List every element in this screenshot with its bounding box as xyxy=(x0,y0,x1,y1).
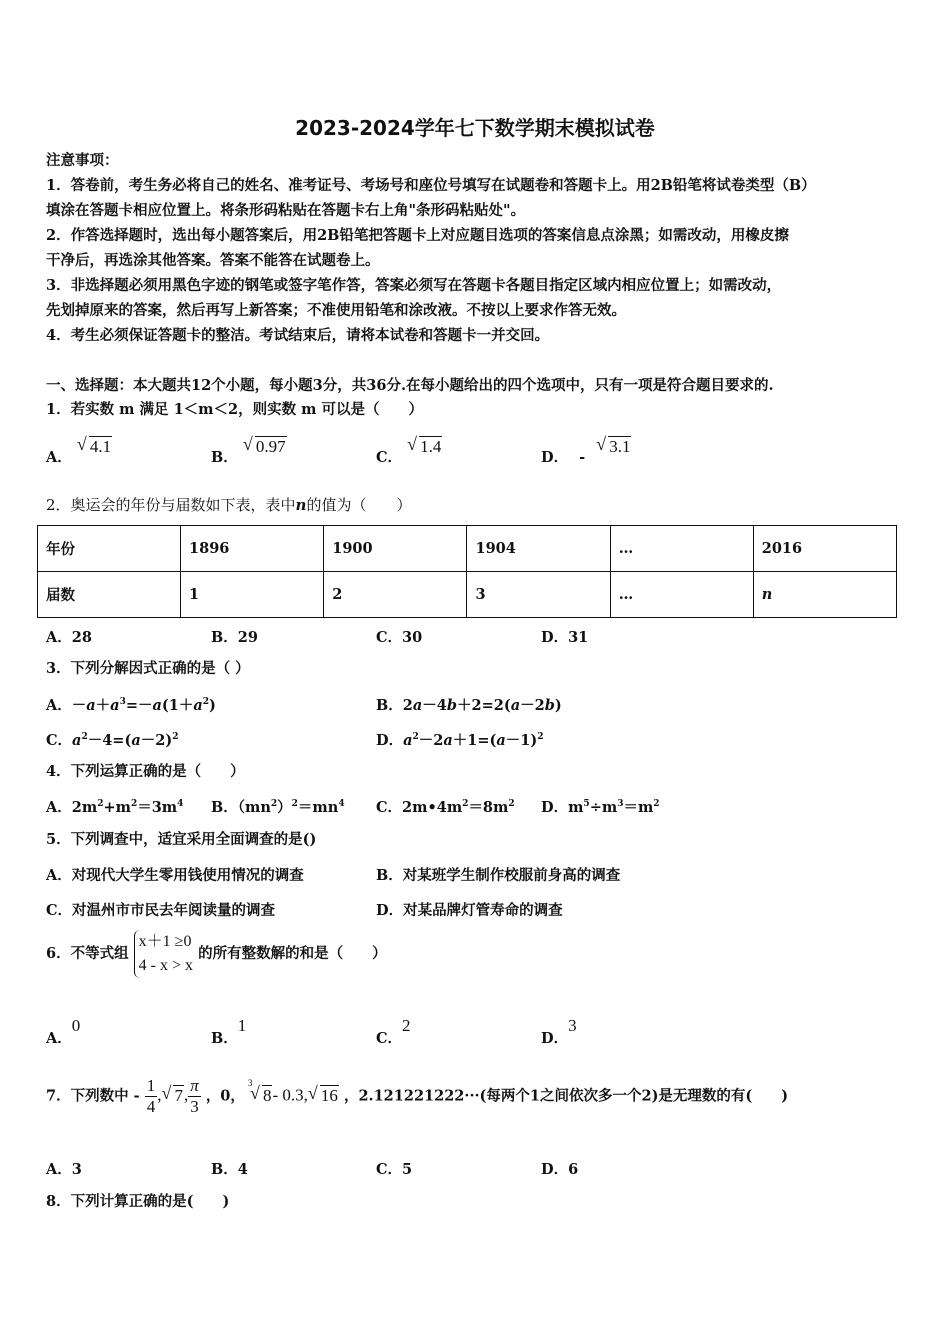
table-cell: n xyxy=(753,572,896,618)
q2-variable: n xyxy=(295,496,307,514)
q2-stem-text: 2．奥运会的年份与届数如下表，表中 xyxy=(46,496,296,514)
table-cell: 3 xyxy=(467,572,610,618)
q1-option-b xyxy=(211,434,287,467)
page-title: 2023-2024学年七下数学期末模拟试卷 xyxy=(295,116,655,140)
q7-stem: 7．下列数中 - $\frac{1}{4}$ , √ 7, $\frac{\pi}{3}$ ，0， 3 √ 8- 0.3, √ 16 ，2.121221222···(每两个1之间依次多一个2)是无理数的有( ) xyxy=(46,1076,789,1116)
q1-stem: 1．若实数 m 满足 1＜m＜2，则实数 m 可以是（ ） xyxy=(46,401,424,418)
option-label: B． xyxy=(376,697,403,714)
radicand: 16 xyxy=(320,1085,338,1105)
notice-line: 1．答卷前，考生务必将自己的姓名、准考证号、考场号和座位号填写在试题卷和答题卡上。用2B铅笔将试卷类型（B） xyxy=(46,177,816,194)
q8-stem: 8．下列计算正确的是( ) xyxy=(46,1193,230,1210)
q2-stem-text: 的值为（ ） xyxy=(306,496,412,514)
q7-stem-text: ，2.121221222···(每两个1之间依次多一个2)是无理数的有( ) xyxy=(343,1087,789,1105)
q1-option-c xyxy=(376,434,442,467)
option-label: D． xyxy=(541,449,569,466)
notice-line: 先划掉原来的答案，然后再写上新答案；不准使用铅笔和涂改液。不按以上要求作答无效。 xyxy=(46,302,626,319)
q7-option-c: C．5 xyxy=(376,1161,413,1178)
table-cell: 1900 xyxy=(324,526,467,572)
q2-stem xyxy=(46,494,411,515)
notice-line: 2．作答选择题时，选出每小题答案后，用2B铅笔把答题卡上对应题目选项的答案信息点涂黑；如需改动，用橡皮擦 xyxy=(46,227,789,244)
table-cell: 1904 xyxy=(467,526,610,572)
option-label: B． xyxy=(211,449,238,466)
option-label: D． xyxy=(376,732,404,749)
repeating-decimal: - 0.3, xyxy=(272,1085,308,1105)
q2-option-d: D．31 xyxy=(541,629,589,646)
table-cell: 1 xyxy=(181,572,324,618)
q3-option-d: D．$a^2-2a+1=(a-1)^2$ xyxy=(376,732,544,749)
inequality-line: 4 - x > x xyxy=(138,957,194,974)
fraction-numerator: π xyxy=(190,1076,199,1095)
fraction xyxy=(145,1076,158,1117)
q3-stem: 3．下列分解因式正确的是（ ） xyxy=(46,660,250,677)
notice-heading: 注意事项： xyxy=(46,152,119,169)
option-value: 1 xyxy=(237,1016,247,1035)
q7-option-b: B．4 xyxy=(211,1161,248,1178)
table-cell: 1896 xyxy=(181,526,324,572)
option-label: A． xyxy=(46,449,72,466)
option-label: C． xyxy=(376,1030,403,1047)
q5-stem: 5．下列调查中，适宜采用全面调查的是() xyxy=(46,831,317,848)
q7-stem-text: 7．下列数中 - xyxy=(46,1087,140,1105)
q6-option-d xyxy=(541,1016,577,1048)
option-label: B． xyxy=(211,1030,238,1047)
inequality-system xyxy=(134,930,193,978)
q5-option-b: B．对某班学生制作校服前身高的调查 xyxy=(376,867,621,884)
sqrt: √ 1.4 xyxy=(407,434,442,456)
q2-option-a: A．28 xyxy=(46,629,92,646)
notice-line: 干净后，再选涂其他答案。答案不能答在试题卷上。 xyxy=(46,252,380,269)
q3-option-a: A．$-a+a^3=-a(1+a^2)$ xyxy=(46,697,216,714)
q6-option-c xyxy=(376,1016,411,1048)
table-cell: 年份 xyxy=(38,526,181,572)
notice-line: 3．非选择题必须用黑色字迹的钢笔或签字笔作答，答案必须写在答题卡各题目指定区域内相应位置上；如需改动， xyxy=(46,277,782,294)
q6-option-b xyxy=(211,1016,247,1048)
q4-option-a: A．$2m^2+m^2=3m^4$ xyxy=(46,799,184,816)
q1-option-a xyxy=(46,434,112,467)
cube-root: 3 √ 8 xyxy=(247,1077,272,1105)
fraction xyxy=(188,1076,201,1117)
option-value: 2 xyxy=(402,1016,411,1035)
table-cell: … xyxy=(610,572,753,618)
table-cell: … xyxy=(610,526,753,572)
inequality-line: x＋1 ≥0 xyxy=(138,933,192,950)
fraction-denominator: 3 xyxy=(190,1097,199,1116)
table-row xyxy=(38,572,897,618)
option-label: C． xyxy=(46,732,73,749)
table-row xyxy=(38,526,897,572)
radicand: 8 xyxy=(262,1085,272,1105)
minus-sign: - xyxy=(579,449,586,466)
sqrt: √ 16 xyxy=(307,1082,338,1105)
q6-stem-text: 的所有整数解的和是（ ） xyxy=(198,945,387,962)
q1-option-d xyxy=(541,434,631,467)
radicand: 1.4 xyxy=(420,437,442,456)
q4-stem: 4．下列运算正确的是（ ） xyxy=(46,763,245,780)
q6-option-a xyxy=(46,1016,81,1048)
q3-option-b: B．2a－4b＋2=2(a－2b) xyxy=(376,697,562,714)
q6-stem xyxy=(46,930,387,978)
radicand: 4.1 xyxy=(89,437,112,456)
q7-option-a: A．3 xyxy=(46,1161,82,1178)
sqrt: √ 4.1 xyxy=(76,434,112,456)
q4-option-d: D．$m^5\div m^3=m^2$ xyxy=(541,799,660,816)
radicand: 0.97 xyxy=(255,437,286,456)
option-value: 0 xyxy=(71,1016,81,1035)
section-heading: 一、选择题：本大题共12个小题，每小题3分，共36分.在每小题给出的四个选项中，只有一项是符合题目要求的. xyxy=(46,377,774,394)
sqrt: √ 7 xyxy=(161,1082,183,1105)
option-label: C． xyxy=(376,449,403,466)
table-cell: 2016 xyxy=(753,526,896,572)
option-label: D． xyxy=(541,1030,569,1047)
option-value: 3 xyxy=(568,1016,577,1035)
q7-stem-text: ，0， xyxy=(205,1087,245,1105)
q6-stem-text: 6．不等式组 xyxy=(46,945,129,962)
sqrt: √ 0.97 xyxy=(242,434,286,456)
olympics-table xyxy=(37,525,897,618)
q4-option-b: B．$(mn^2)^2=mn^4$ xyxy=(211,799,345,816)
q3-option-c: C．$a^2-4=(a-2)^2$ xyxy=(46,732,179,749)
q4-option-c: C．$2m•4m^2=8m^2$ xyxy=(376,799,515,816)
q5-option-a: A．对现代大学生零用钱使用情况的调查 xyxy=(46,867,304,884)
notice-line: 填涂在答题卡相应位置上。将条形码粘贴在答题卡右上角"条形码粘贴处"。 xyxy=(46,202,526,219)
sqrt: √ 3.1 xyxy=(596,434,631,456)
option-label: A． xyxy=(46,1030,72,1047)
q5-option-d: D．对某品牌灯管寿命的调查 xyxy=(376,902,563,919)
q7-option-d: D．6 xyxy=(541,1161,579,1178)
table-cell: 2 xyxy=(324,572,467,618)
notice-line: 4．考生必须保证答题卡的整洁。考试结束后，请将本试卷和答题卡一并交回。 xyxy=(46,327,550,344)
fraction-numerator: 1 xyxy=(146,1076,156,1095)
radicand: 3.1 xyxy=(609,437,631,456)
option-label: A． xyxy=(46,697,72,714)
fraction-denominator: 4 xyxy=(146,1097,156,1116)
q5-option-c: C．对温州市市民去年阅读量的调查 xyxy=(46,902,276,919)
q2-option-c: C．30 xyxy=(376,629,423,646)
q2-option-b: B．29 xyxy=(211,629,258,646)
table-cell: 届数 xyxy=(38,572,181,618)
